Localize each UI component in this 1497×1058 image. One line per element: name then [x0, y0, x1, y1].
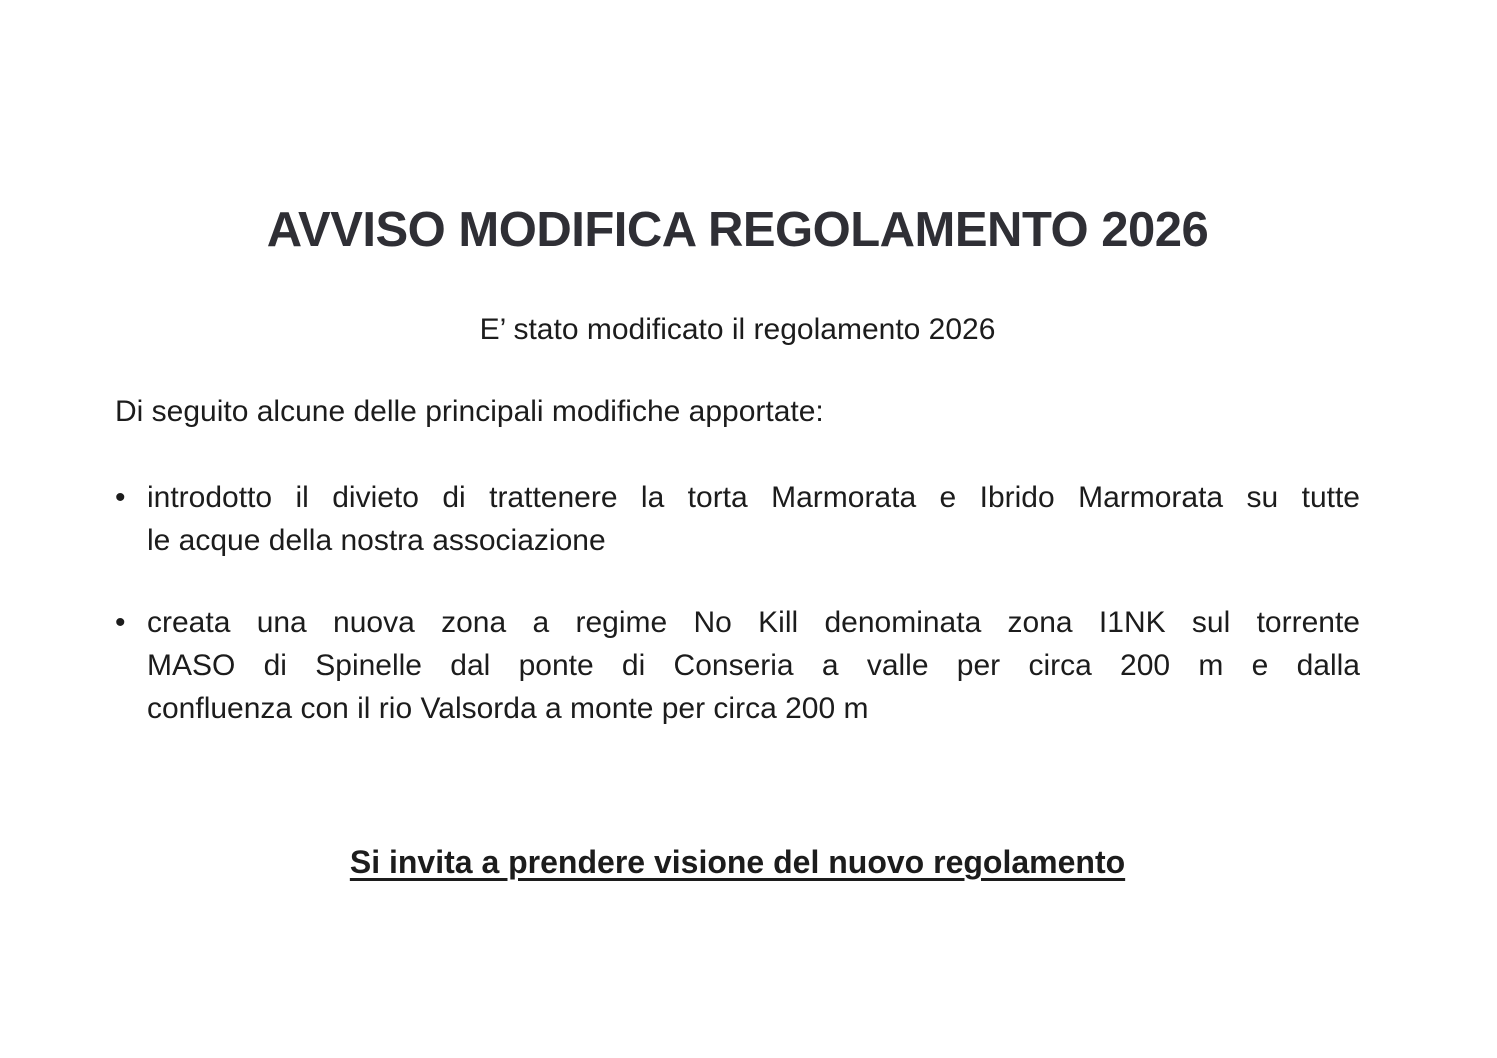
bullet-icon: •	[115, 481, 126, 514]
intro-paragraph: Di seguito alcune delle principali modifiche apportate:	[115, 395, 824, 428]
bullet-item	[115, 601, 1360, 730]
bullet-line: creata una nuova zona a regime No Kill denominata zona I1NK sul torrente	[147, 606, 1360, 639]
bullet-text	[147, 601, 1360, 730]
bullet-icon: •	[115, 606, 126, 639]
bullet-item	[115, 476, 1360, 562]
bullet-line: confluenza con il rio Valsorda a monte per circa 200 m	[147, 692, 869, 725]
subtitle: E’ stato modificato il regolamento 2026	[479, 313, 996, 346]
bullet-line: le acque della nostra associazione	[147, 524, 606, 557]
page-title: AVVISO MODIFICA REGOLAMENTO 2026	[266, 203, 1209, 257]
footer-notice-text: Si invita a prendere visione del nuovo regolamento	[349, 844, 1126, 880]
bullet-line: MASO di Spinelle dal ponte di Conseria a valle per circa 200 m e dalla	[147, 649, 1360, 682]
bullet-line: introdotto il divieto di trattenere la torta Marmorata e Ibrido Marmorata su tutte	[147, 481, 1360, 514]
footer-notice	[115, 840, 1360, 884]
bullet-text	[147, 476, 1360, 562]
